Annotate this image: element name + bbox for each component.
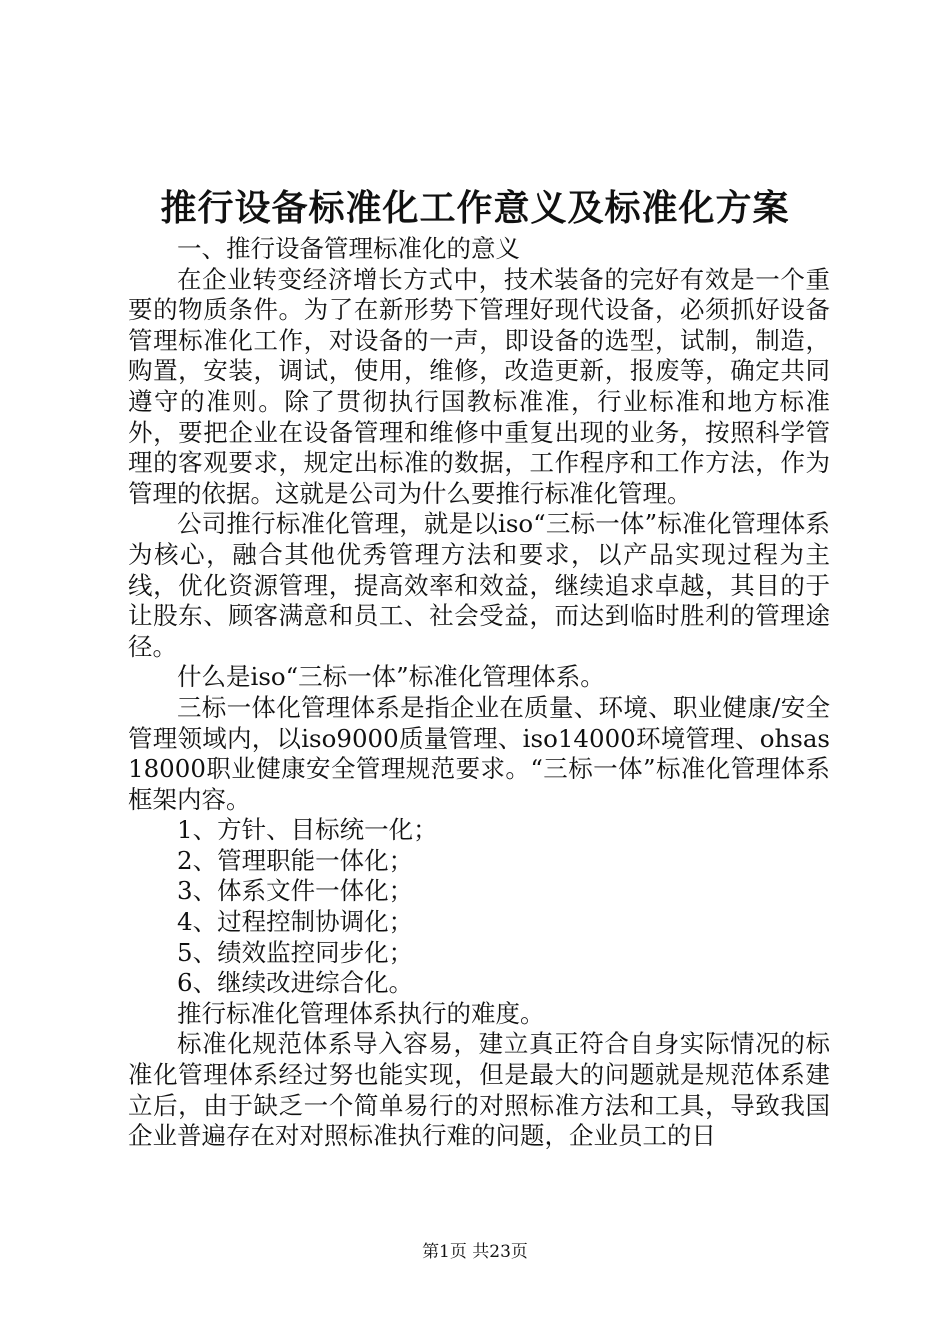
page-total: 共23页 (472, 1242, 528, 1262)
list-item: 2、管理职能一体化； (177, 845, 414, 875)
paragraph: 在企业转变经济增长方式中，技术装备的完好有效是一个重要的物质条件。为了在新形势下管理好现代设备，必须抓好设备管理标准化工作，对设备的一声，即设备的选型，试制，制造，购置，安装，调试，使用，维修，改造更新，报废等，确定共同遵守的准则。除了贯彻执行国教标准准，行业标准和地方标准外，要把企业在设备管理和维修中重复出现的业务，按照科学管理的客观要求，规定出标准的数据，工作程序和工作方法，作为管理的依据。这就是公司为什么要推行标准化管理。 (128, 264, 830, 508)
document-title: 推行设备标准化工作意义及标准化方案 (160, 187, 790, 229)
list-item: 3、体系文件一体化； (177, 876, 414, 906)
page-footer (0, 1240, 950, 1264)
paragraph: 推行标准化管理体系执行的难度。 (177, 998, 545, 1028)
paragraph: 标准化规范体系导入容易，建立真正符合自身实际情况的标准化管理体系经过努也能实现，但是最大的问题就是规范体系建立后，由于缺乏一个简单易行的对照标准方法和工具，导致我国企业普遍存在对对照标准执行难的问题，企业员工的日 (128, 1029, 830, 1151)
document-body (128, 234, 830, 1152)
section-heading: 一、推行设备管理标准化的意义 (177, 234, 520, 263)
paragraph: 公司推行标准化管理，就是以iso“三标一体”标准化管理体系为核心，融合其他优秀管理方法和要求，以产品实现过程为主线，优化资源管理，提高效率和效益，继续追求卓越，其目的于让股东、顾客满意和员工、社会受益，而达到临时胜利的管理途径。 (128, 509, 830, 661)
page-number: 第1页 (422, 1242, 467, 1262)
paragraph: 什么是iso“三标一体”标准化管理体系。 (177, 662, 605, 692)
list-item: 6、继续改进综合化。 (177, 968, 414, 998)
list-item: 4、过程控制协调化； (177, 907, 414, 937)
list-item: 1、方针、目标统一化； (177, 815, 438, 845)
paragraph: 三标一体化管理体系是指企业在质量、环境、职业健康/安全管理领域内，以iso9000质量管理、iso14000环境管理、ohsas18000职业健康安全管理规范要求。“三标一体”标准化管理体系框架内容。 (128, 692, 830, 814)
list-item: 5、绩效监控同步化； (177, 937, 414, 967)
